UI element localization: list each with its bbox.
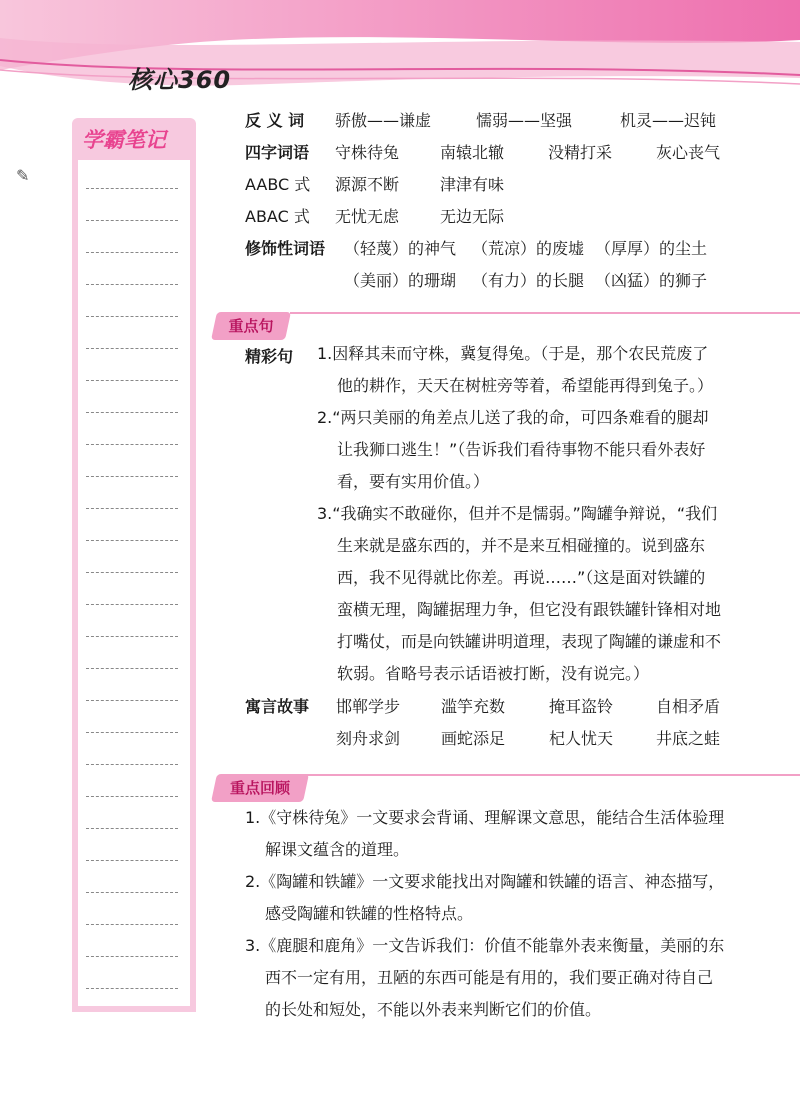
modifier-item: （厚厚）的尘土: [595, 239, 708, 258]
sentence-line: “两只美丽的角差点儿送了我的命，可四条难看的腿却: [332, 408, 709, 427]
modifier-item: （荒凉）的废墟: [472, 239, 585, 258]
modifier-item: （凶猛）的狮子: [595, 271, 708, 290]
antonyms-label: 反 义 词: [245, 111, 305, 130]
note-line: [86, 284, 178, 285]
note-line: [86, 988, 178, 989]
abac-label: ABAC 式: [245, 207, 310, 226]
note-line: [86, 764, 178, 765]
review-num: 1.: [245, 808, 261, 827]
sentence-2: [317, 402, 787, 498]
section-divider: [300, 774, 800, 776]
note-line: [86, 540, 178, 541]
note-line: [86, 444, 178, 445]
abac-item: 无忧无虑: [335, 207, 400, 226]
section-title: 重点句: [228, 317, 274, 335]
review-num: 3.: [245, 936, 261, 955]
note-line: [86, 604, 178, 605]
sentence-num: 1.: [317, 344, 333, 363]
note-line: [86, 668, 178, 669]
sentence-line: 生来就是盛东西的，并不是来互相碰撞的。说到盛东: [337, 536, 706, 555]
note-line: [86, 572, 178, 573]
fable-item: 自相矛盾: [656, 697, 721, 716]
sentence-line: 让我狮口逃生！”（告诉我们看待事物不能只看外表好: [337, 440, 706, 459]
review-3: [245, 930, 785, 1026]
four-char-item: 灰心丧气: [656, 143, 721, 162]
fable-item: 滥竽充数: [441, 697, 506, 716]
four-char-item: 南辕北辙: [440, 143, 505, 162]
sentence-line: 蛮横无理，陶罐据理力争，但它没有跟铁罐针锋相对地: [337, 600, 722, 619]
sentence-line: 软弱。省略号表示话语被打断，没有说完。）: [337, 664, 650, 683]
note-line: [86, 732, 178, 733]
aabc-item: 源源不断: [335, 175, 400, 194]
four-char-label: 四字词语: [245, 143, 310, 162]
sentence-line: 打嘴仗，而是向铁罐讲明道理，表现了陶罐的谦虚和不: [337, 632, 722, 651]
review-line: 感受陶罐和铁罐的性格特点。: [265, 904, 474, 923]
fable-item: 井底之蛙: [656, 729, 721, 748]
aabc-item: 津津有味: [440, 175, 505, 194]
four-char-item: 守株待兔: [335, 143, 400, 162]
modifier-item: （有力）的长腿: [472, 271, 585, 290]
note-line: [86, 700, 178, 701]
note-line: [86, 348, 178, 349]
sentence-line: “我确实不敢碰你，但并不是懦弱。”陶罐争辩说，“我们: [332, 504, 718, 523]
review-line: 解课文蕴含的道理。: [265, 840, 410, 859]
sentence-line: 因释其耒而守株，冀复得兔。（于是，那个农民荒废了: [332, 344, 709, 363]
brand-logo: 核心360: [128, 66, 232, 94]
note-line: [86, 412, 178, 413]
sentence-line: 看，要有实用价值。）: [337, 472, 490, 491]
key-sentences-label: 精彩句: [245, 347, 294, 366]
note-line: [86, 860, 178, 861]
note-line: [86, 796, 178, 797]
sentence-line: 西，我不见得就比你差。再说……”（这是面对铁罐的: [337, 568, 706, 587]
review-line: 《鹿腿和鹿角》一文告诉我们：价值不能靠外表来衡量，美丽的东: [260, 936, 725, 955]
note-line: [86, 924, 178, 925]
review-line: 的长处和短处，不能以外表来判断它们的价值。: [265, 1000, 602, 1019]
four-char-item: 没精打采: [548, 143, 613, 162]
review-line: 西不一定有用，丑陋的东西可能是有用的，我们要正确对待自己: [265, 968, 714, 987]
header-decoration: [0, 0, 800, 110]
fable-item: 杞人忧天: [549, 729, 614, 748]
sentence-line: 他的耕作，天天在树桩旁等着，希望能再得到兔子。）: [337, 376, 714, 395]
review-num: 2.: [245, 872, 261, 891]
sentence-num: 3.: [317, 504, 333, 523]
section-divider: [290, 312, 800, 314]
section-tag-review: [211, 774, 309, 802]
modifier-item: （轻蔑）的神气: [344, 239, 457, 258]
notes-title-bar: [72, 118, 196, 156]
note-line: [86, 508, 178, 509]
antonym-item: 机灵——迟钝: [620, 111, 717, 130]
note-line: [86, 636, 178, 637]
modifier-item: （美丽）的珊瑚: [344, 271, 457, 290]
notes-title: 学霸笔记: [82, 128, 166, 152]
note-line: [86, 380, 178, 381]
sentence-1: [317, 338, 787, 402]
note-line: [86, 828, 178, 829]
aabc-label: AABC 式: [245, 175, 311, 194]
note-line: [86, 220, 178, 221]
review-line: 《守株待兔》一文要求会背诵、理解课文意思，能结合生活体验理: [260, 808, 725, 827]
section-tag-key-sentences: [211, 312, 291, 340]
note-line: [86, 252, 178, 253]
sentence-num: 2.: [317, 408, 333, 427]
fable-item: 掩耳盗铃: [549, 697, 614, 716]
sentence-3: [317, 498, 787, 690]
note-line: [86, 316, 178, 317]
fable-item: 画蛇添足: [441, 729, 506, 748]
fables-label: 寓言故事: [245, 697, 310, 716]
review-2: [245, 866, 785, 930]
antonym-item: 懦弱——坚强: [476, 111, 573, 130]
fable-item: 邯郸学步: [336, 697, 401, 716]
note-line: [86, 892, 178, 893]
review-line: 《陶罐和铁罐》一文要求能找出对陶罐和铁罐的语言、神态描写，: [260, 872, 725, 891]
note-line: [86, 188, 178, 189]
fable-item: 刻舟求剑: [336, 729, 401, 748]
modifiers-label: 修饰性词语: [245, 239, 326, 258]
note-line: [86, 956, 178, 957]
antonym-item: 骄傲——谦虚: [335, 111, 432, 130]
section-title: 重点回顾: [229, 779, 290, 797]
pencil-icon: ✎: [16, 166, 30, 185]
abac-item: 无边无际: [440, 207, 505, 226]
review-1: [245, 802, 785, 866]
note-line: [86, 476, 178, 477]
